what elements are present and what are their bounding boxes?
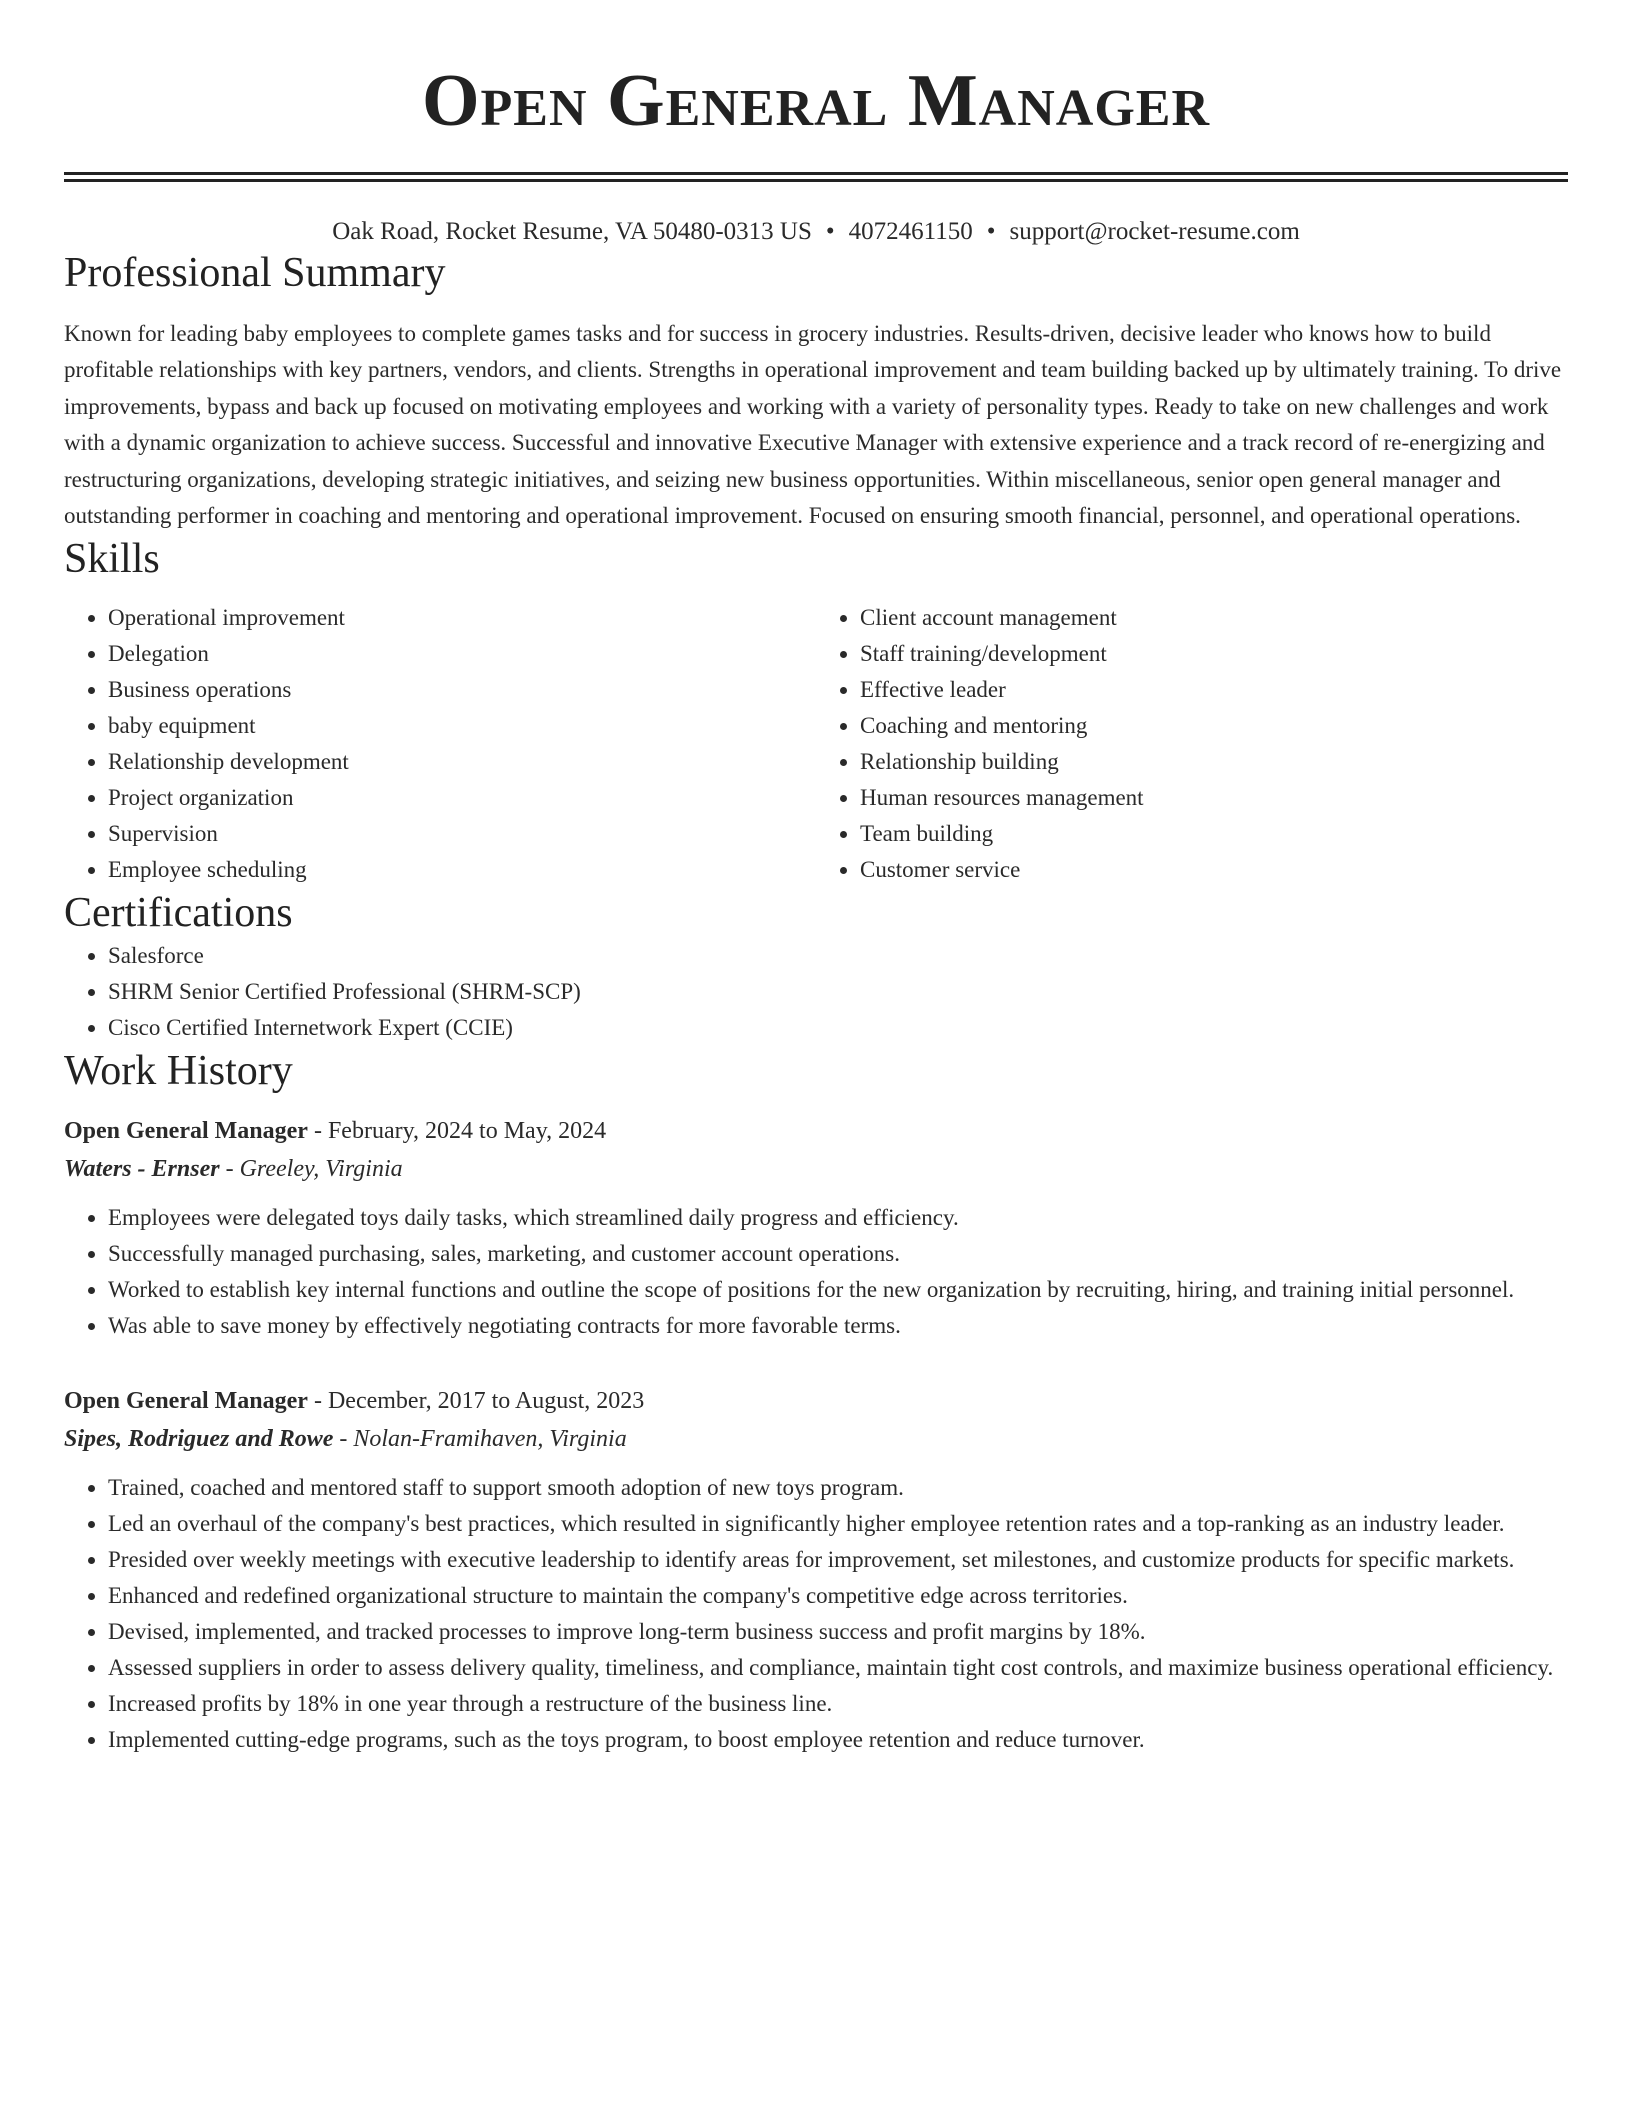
skills-columns [64,600,1568,888]
contact-line [64,216,1568,248]
skill-item: • baby equipment [108,708,816,744]
skill-item: • Business operations [108,672,816,708]
job-bullet: • Employees were delegated toys daily tasks, which streamlined daily progress and efficiency. [108,1200,1568,1236]
contact-separator: • [825,218,835,245]
job-bullet: • Assessed suppliers in order to assess delivery quality, timeliness, and compliance, maintain tight cost controls, and maximize business operational efficiency. [108,1650,1568,1686]
job-title-line [64,1382,1568,1420]
skill-item: • Effective leader [860,672,1568,708]
skill-item: • Delegation [108,636,816,672]
job-title-line [64,1112,1568,1150]
job-company-line [64,1420,1568,1458]
job-bullet: • Devised, implemented, and tracked processes to improve long-term business success and profit margins by 18%. [108,1614,1568,1650]
contact-separator: • [986,218,996,245]
job-company: Sipes, Rodriguez and Rowe [64,1426,334,1453]
skills-heading: Skills [64,536,160,583]
skill-item: • Team building [860,816,1568,852]
skill-item: • Human resources management [860,780,1568,816]
skill-item: • Employee scheduling [108,852,816,888]
certification-item: • Salesforce [108,938,1568,974]
contact-address: Oak Road, Rocket Resume, VA 50480-0313 US [332,218,812,245]
certification-item: • Cisco Certified Internetwork Expert (CCIE) [108,1010,1568,1046]
job-role: Open General Manager [64,1388,308,1415]
job-dates: - February, 2024 to May, 2024 [307,1118,607,1145]
skill-item: • Staff training/development [860,636,1568,672]
contact-phone: 4072461150 [848,218,973,245]
job-bullet: • Successfully managed purchasing, sales, marketing, and customer account operations. [108,1236,1568,1272]
job-location: - Nolan-Framihaven, Virginia [333,1426,627,1453]
header-divider [64,172,1568,182]
skill-item: • Supervision [108,816,816,852]
skill-item: • Project organization [108,780,816,816]
job-entry [64,1112,1568,1344]
skill-item: • Operational improvement [108,600,816,636]
job-bullets [64,1200,1568,1344]
summary-text: Known for leading baby employees to complete games tasks and for success in grocery industries. Results-driven, decisive leader who knows how to build profitable relationships with key partners, vendors, and clients. Strengths in operational improvement and team building backed up by ultimately training. To drive improvements, bypass and back up focused on motivating employees and working with a variety of personality types. Ready to take on new challenges and work with a dynamic organization to achieve success. Successful and innovative Executive Manager with extensive experience and a track record of re-energizing and restructuring organizations, developing strategic initiatives, and seizing new business opportunities. Within miscellaneous, senior open general manager and outstanding performer in coaching and mentoring and operational improvement. Focused on ensuring smooth financial, personnel, and operational operations. [64,321,1562,529]
job-bullets [64,1470,1568,1758]
job-bullet: • Led an overhaul of the company's best practices, which resulted in significantly higher employee retention rates and a top-ranking as an industry leader. [108,1506,1568,1542]
job-company-line [64,1150,1568,1188]
job-bullet: • Was able to save money by effectively negotiating contracts for more favorable terms. [108,1308,1568,1344]
skill-item: • Customer service [860,852,1568,888]
resume-name: Open General Manager [421,60,1210,142]
job-dates: - December, 2017 to August, 2023 [307,1388,645,1415]
skill-item: • Relationship development [108,744,816,780]
skill-item: • Client account management [860,600,1568,636]
certifications-list [64,938,1568,1046]
contact-email: support@rocket-resume.com [1009,218,1300,245]
certifications-heading: Certifications [64,890,293,937]
work-history-heading: Work History [64,1048,293,1095]
job-bullet: • Presided over weekly meetings with executive leadership to identify areas for improvement, set milestones, and customize products for specific markets. [108,1542,1568,1578]
certification-item: • SHRM Senior Certified Professional (SHRM-SCP) [108,974,1568,1010]
job-entry [64,1382,1568,1758]
skills-list-right [816,600,1568,888]
skill-item: • Coaching and mentoring [860,708,1568,744]
job-bullet: • Increased profits by 18% in one year through a restructure of the business line. [108,1686,1568,1722]
job-bullet: • Enhanced and redefined organizational structure to maintain the company's competitive edge across territories. [108,1578,1568,1614]
skill-item: • Relationship building [860,744,1568,780]
summary-heading: Professional Summary [64,250,446,296]
job-bullet: • Trained, coached and mentored staff to support smooth adoption of new toys program. [108,1470,1568,1506]
skills-list-left [64,600,816,888]
job-bullet: • Implemented cutting-edge programs, such as the toys program, to boost employee retention and reduce turnover. [108,1722,1568,1758]
job-location: - Greeley, Virginia [219,1156,403,1183]
job-role: Open General Manager [64,1118,308,1145]
job-bullet: • Worked to establish key internal functions and outline the scope of positions for the new organization by recruiting, hiring, and training initial personnel. [108,1272,1568,1308]
job-company: Waters - Ernser [64,1156,220,1183]
